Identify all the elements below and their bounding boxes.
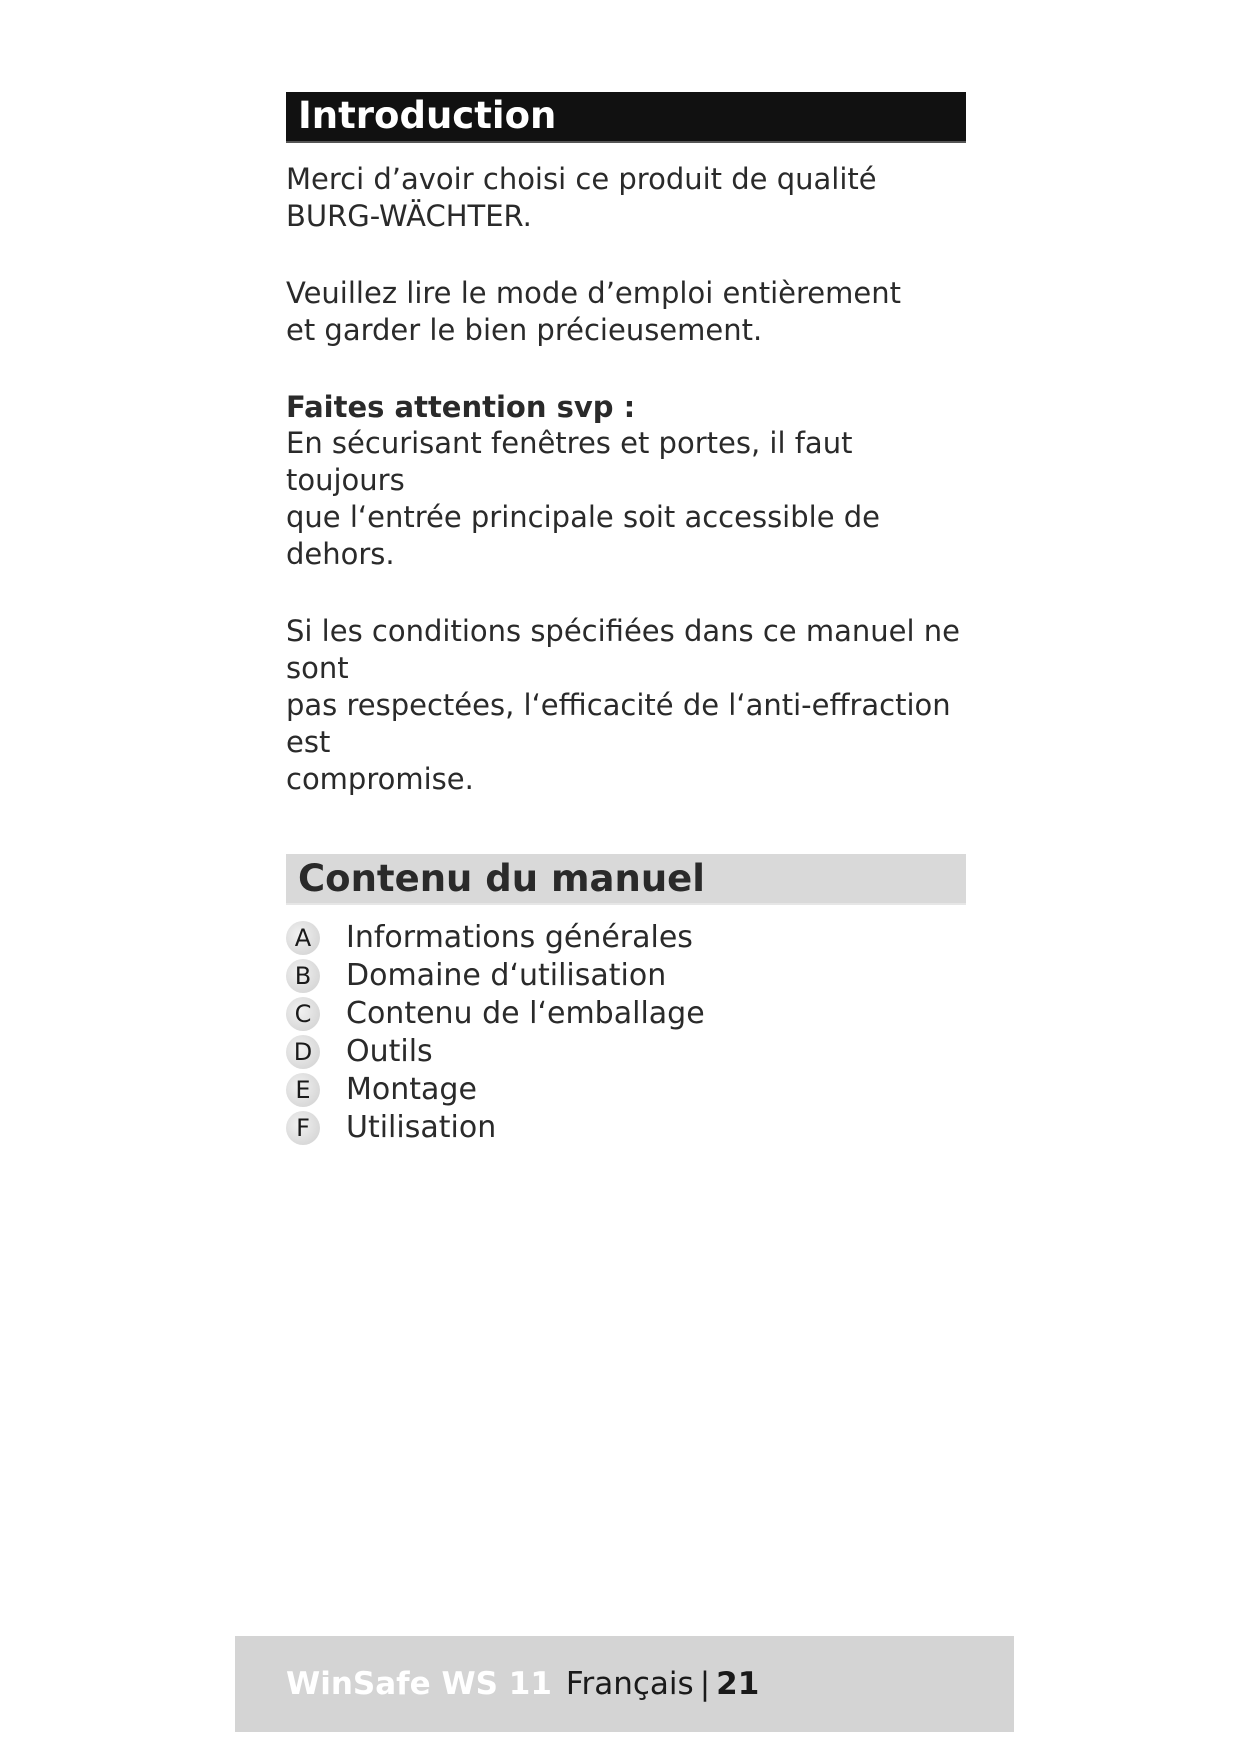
contents-heading: Contenu du manuel [286, 854, 966, 905]
introduction-heading: Introduction [286, 92, 966, 143]
intro-thanks-line-1: Merci d’avoir choisi ce produit de qualité [286, 162, 877, 196]
letter-badge-c: C [286, 997, 320, 1031]
contents-item-c [286, 995, 966, 1033]
intro-paragraph-conditions [286, 613, 966, 798]
footer-product-name: WinSafe WS 11 [286, 1666, 552, 1702]
intro-attention-line-2: que l‘entrée principale soit accessible de dehors. [286, 500, 881, 571]
contents-item-a [286, 919, 966, 957]
contents-item-e [286, 1071, 966, 1109]
letter-badge-e: E [286, 1073, 320, 1107]
contents-item-label: Informations générales [346, 920, 693, 955]
intro-read-line-1: Veuillez lire le mode d’emploi entièrement [286, 276, 901, 310]
contents-item-label: Domaine d‘utilisation [346, 958, 667, 993]
attention-label: Faites attention svp : [286, 390, 636, 424]
contents-item-f [286, 1109, 966, 1147]
contents-item-label: Montage [346, 1072, 477, 1107]
footer-language: Français [565, 1666, 694, 1702]
letter-badge-b: B [286, 959, 320, 993]
contents-item-label: Contenu de l‘emballage [346, 996, 705, 1031]
footer-text [286, 1666, 759, 1702]
page-number: 21 [716, 1666, 760, 1702]
intro-read-line-2: et garder le bien précieusement. [286, 313, 763, 347]
intro-conditions-line-1: Si les conditions spécifiées dans ce manuel ne sont [286, 614, 960, 685]
intro-paragraph-attention [286, 425, 966, 573]
contents-item-b [286, 957, 966, 995]
letter-badge-f: F [286, 1111, 320, 1145]
footer-separator: | [699, 1666, 711, 1702]
letter-badge-a: A [286, 921, 320, 955]
contents-item-label: Utilisation [346, 1110, 497, 1145]
contents-list [286, 919, 966, 1147]
intro-thanks-line-2: BURG-WÄCHTER. [286, 199, 532, 233]
intro-attention-line-1: En sécurisant fenêtres et portes, il faut toujours [286, 426, 853, 497]
intro-conditions-line-3: compromise. [286, 762, 474, 796]
intro-paragraph-read-manual [286, 275, 966, 349]
contents-item-d [286, 1033, 966, 1071]
intro-conditions-line-2: pas respectées, l‘efficacité de l‘anti-effraction est [286, 688, 951, 759]
intro-paragraph-thanks [286, 161, 966, 235]
contents-item-label: Outils [346, 1034, 433, 1069]
letter-badge-d: D [286, 1035, 320, 1069]
page-footer [235, 1636, 1014, 1732]
page-content [286, 92, 966, 1147]
